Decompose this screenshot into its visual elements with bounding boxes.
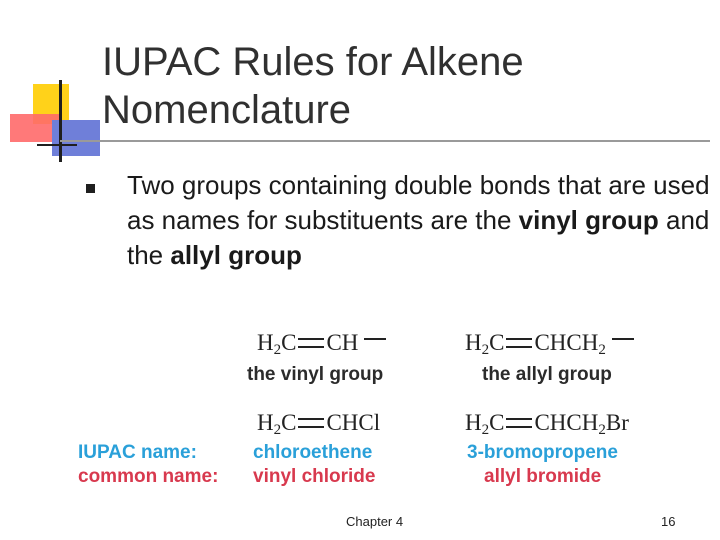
formula-atom: C	[489, 330, 505, 355]
vinyl-chloride-formula	[257, 410, 380, 439]
formula-atom: Br	[605, 410, 629, 435]
allyl-bromide-common-name: allyl bromide	[484, 466, 602, 487]
single-bond	[612, 338, 634, 340]
formula-atom: H	[257, 410, 274, 435]
single-bond	[364, 338, 386, 340]
bullet-text-part2: and the	[127, 205, 710, 270]
allyl-bromide-formula	[465, 410, 629, 439]
common-name-label: common name:	[78, 466, 219, 487]
slide-title-line1: IUPAC Rules for Alkene	[102, 40, 524, 84]
bullet-bold-vinyl: vinyl group	[518, 205, 659, 235]
bromopropene-iupac-name: 3-bromopropene	[467, 442, 618, 463]
double-bond	[298, 338, 324, 348]
formula-subscript: 2	[598, 422, 606, 438]
formula-atom: H	[257, 330, 274, 355]
slide-title-line2: Nomenclature	[102, 88, 352, 132]
formula-atom: CHCH	[534, 330, 599, 355]
formula-subscript: 2	[481, 342, 490, 358]
double-bond	[506, 338, 532, 348]
iupac-name-label: IUPAC name:	[78, 442, 197, 463]
formula-atom: H	[465, 330, 482, 355]
formula-atom: CHCl	[326, 410, 381, 435]
formula-atom: C	[489, 410, 505, 435]
logo-vertical-line	[59, 80, 62, 162]
chloroethene-iupac-name: chloroethene	[253, 442, 373, 463]
allyl-group-label: the allyl group	[482, 364, 612, 385]
slide-logo-decoration	[0, 0, 110, 170]
formula-subscript: 2	[273, 342, 282, 358]
bullet-square-icon	[86, 184, 95, 193]
formula-subscript: 2	[481, 422, 490, 438]
bullet-text-part1: Two groups containing double bonds that are used as names for substituents are the	[127, 170, 710, 235]
formula-atom: C	[281, 410, 297, 435]
formula-atom: CH	[326, 330, 359, 355]
vinyl-group-formula	[257, 330, 386, 359]
formula-atom: C	[281, 330, 297, 355]
formula-subscript: 2	[273, 422, 282, 438]
formula-subscript: 2	[598, 342, 606, 358]
logo-horizontal-line	[37, 144, 77, 146]
vinyl-chloride-common-name: vinyl chloride	[253, 466, 376, 487]
vinyl-group-label: the vinyl group	[247, 364, 384, 385]
bullet-bold-allyl: allyl group	[170, 240, 302, 270]
slide-title	[102, 38, 702, 134]
formula-atom: H	[465, 410, 482, 435]
title-divider	[60, 140, 710, 142]
allyl-group-formula	[465, 330, 634, 359]
footer-chapter: Chapter 4	[346, 514, 404, 529]
bullet-text	[127, 168, 712, 273]
footer-page-number: 16	[661, 514, 676, 529]
double-bond	[506, 418, 532, 428]
double-bond	[298, 418, 324, 428]
formula-atom: CHCH	[534, 410, 599, 435]
